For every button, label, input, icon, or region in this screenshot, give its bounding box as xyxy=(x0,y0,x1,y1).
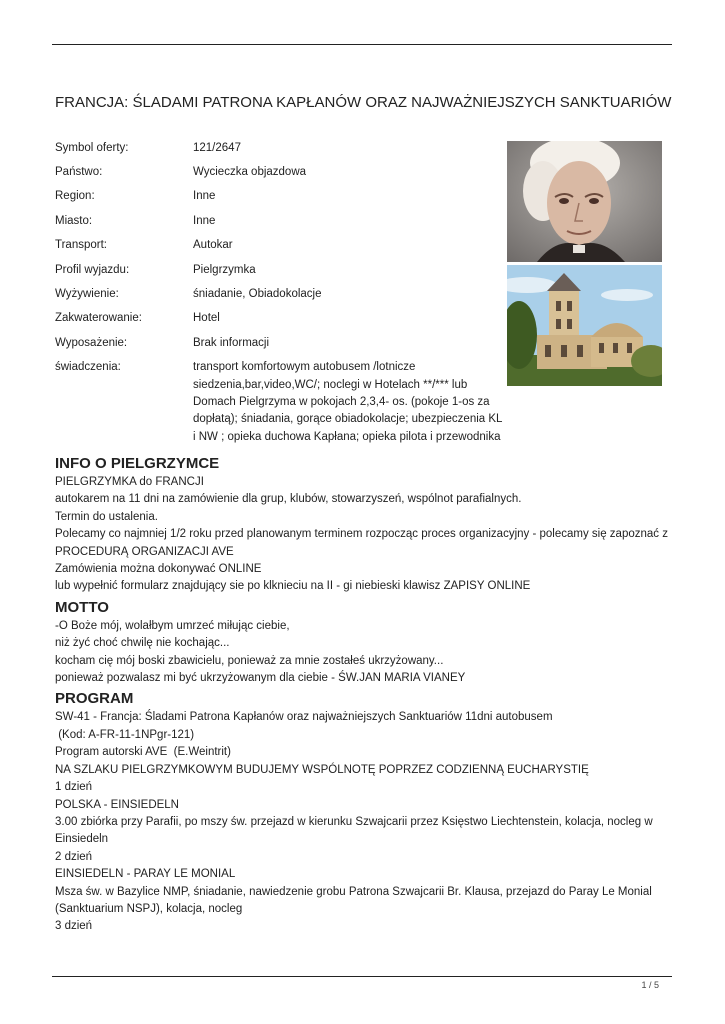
basilica-illustration xyxy=(507,265,662,386)
program-line: Program autorski AVE (E.Weintrit) xyxy=(55,746,231,759)
detail-row xyxy=(55,335,505,359)
detail-value: Pielgrzymka xyxy=(193,263,256,276)
motto-line: ponieważ pozwalasz mi być ukrzyżowanym dla ciebie - ŚW.JAN MARIA VIANEY xyxy=(55,672,466,685)
program-heading: PROGRAM xyxy=(55,690,134,708)
detail-row xyxy=(55,188,505,212)
detail-label: Państwo: xyxy=(55,166,103,178)
detail-value: Brak informacji xyxy=(193,336,270,349)
detail-value: 121/2647 xyxy=(193,142,241,154)
top-rule xyxy=(52,44,672,45)
program-line: Msza św. w Bazylice NMP, śniadanie, nawiedzenie grobu Patrona Szwajcarii Br. Klausa, przejazd do Paray Le Monial xyxy=(55,885,652,898)
detail-row xyxy=(55,164,505,188)
info-heading: INFO O PIELGRZYMCE xyxy=(55,455,220,472)
detail-label: Transport: xyxy=(55,239,107,252)
detail-row xyxy=(55,213,505,237)
info-line: PROCEDURĄ ORGANIZACJI AVE xyxy=(55,545,234,558)
detail-label: Symbol oferty: xyxy=(55,142,129,154)
program-line: Einsiedeln xyxy=(55,833,109,846)
program-line: 1 dzień xyxy=(55,781,93,794)
program-line: 2 dzień xyxy=(55,850,93,863)
motto-line: niż żyć choć chwilę nie kochając... xyxy=(55,637,230,650)
program-line: 3 dzień xyxy=(55,920,93,933)
program-line: 3.00 zbiórka przy Parafii, po mszy św. przejazd w kierunku Szwajcarii przez Księstwo Liechtenstein, kolacja, nocleg w xyxy=(55,815,653,828)
basilica-photo xyxy=(507,265,662,386)
program-line: POLSKA - EINSIEDELN xyxy=(55,798,179,811)
detail-label: Zakwaterowanie: xyxy=(55,312,142,325)
detail-row xyxy=(55,262,505,286)
page-title: FRANCJA: ŚLADAMI PATRONA KAPŁANÓW ORAZ NAJWAŻNIEJSZYCH SANKTUARIÓW xyxy=(55,94,672,111)
info-line: lub wypełnić formularz znajdujący sie po klknieciu na II - gi niebieski klawisz ZAPISY ONLINE xyxy=(55,580,531,593)
description-body xyxy=(55,454,670,936)
program-line: NA SZLAKU PIELGRZYMKOWYM BUDUJEMY WSPÓLNOTĘ POPRZEZ CODZIENNĄ EUCHARYSTIĘ xyxy=(55,763,589,776)
detail-label: świadczenia: xyxy=(55,361,121,374)
detail-label: Profil wyjazdu: xyxy=(55,263,130,276)
detail-value: Hotel xyxy=(193,312,220,325)
detail-value: Inne xyxy=(193,190,216,203)
motto-heading: MOTTO xyxy=(55,598,109,616)
info-line: PIELGRZYMKA do FRANCJI xyxy=(55,476,204,488)
detail-value: Autokar xyxy=(193,239,233,252)
detail-row xyxy=(55,237,505,261)
program-line: SW-41 - Francja: Śladami Patrona Kapłanów oraz najważniejszych Sanktuariów 11dni autobusem xyxy=(55,711,553,724)
detail-label: Wyposażenie: xyxy=(55,336,128,349)
detail-value: śniadanie, Obiadokolacje xyxy=(193,287,322,300)
motto-section xyxy=(55,618,670,688)
program-line: (Kod: A-FR-11-1NPgr-121) xyxy=(55,728,195,741)
detail-row xyxy=(55,359,505,446)
program-line: EINSIEDELN - PARAY LE MONIAL xyxy=(55,868,236,881)
detail-label: Miasto: xyxy=(55,214,93,227)
portrait-illustration xyxy=(507,141,662,262)
info-line: Polecamy co najmniej 1/2 roku przed planowanym terminem rozpocząc proces organizacyjny - polecamy się zapoznać z xyxy=(55,528,668,541)
motto-line: -O Boże mój, wolałbym umrzeć miłując ciebie, xyxy=(55,619,290,632)
program-line: (Sanktuarium NSPJ), kolacja, nocleg xyxy=(55,902,243,915)
detail-row xyxy=(55,140,505,164)
bottom-rule xyxy=(52,976,672,977)
detail-row xyxy=(55,286,505,310)
info-section xyxy=(55,474,670,596)
portrait-photo xyxy=(507,141,662,262)
detail-value: Inne xyxy=(193,214,216,227)
info-line: Termin do ustalenia. xyxy=(55,510,158,523)
detail-value: transport komfortowym autobusem /lotnicze siedzenia,bar,video,WC/; noclegi w Hotelach **/*** lub Domach Pielgrzyma w pokojach 2,3,4- os. (pokoje 1-os za dopłatą); śniadania, gorące obiadokolacje; ubezpieczenia KL i NW ; opieka duchowa Kapłana; opieka pilota i przewodnika xyxy=(193,361,503,443)
detail-value: Wycieczka objazdowa xyxy=(193,166,307,178)
detail-label: Region: xyxy=(55,190,95,203)
page-number: 1 / 5 xyxy=(641,980,659,990)
info-line: Zamówienia można dokonywać ONLINE xyxy=(55,563,262,576)
program-section xyxy=(55,709,670,935)
detail-row xyxy=(55,310,505,334)
motto-line: kocham cię mój boski zbawicielu, ponieważ za mnie zostałeś ukrzyżowany... xyxy=(55,654,444,667)
offer-details xyxy=(55,140,505,446)
detail-label: Wyżywienie: xyxy=(55,287,119,300)
info-line: autokarem na 11 dni na zamówienie dla grup, klubów, stowarzyszeń, wspólnot parafialnych. xyxy=(55,493,522,506)
